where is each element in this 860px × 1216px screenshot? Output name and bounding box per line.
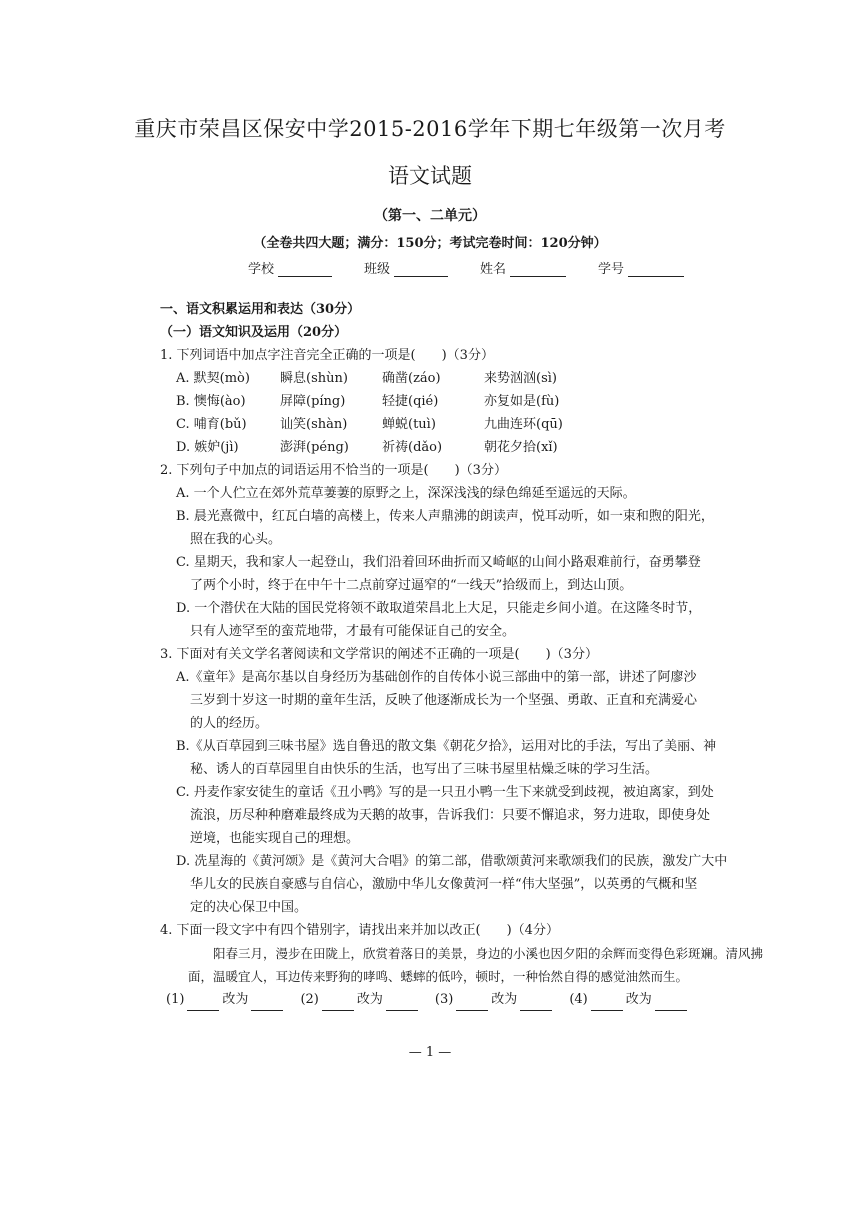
section-heading: 一、语文积累运用和表达（30分） xyxy=(160,302,361,317)
name-label: 姓名 xyxy=(480,262,507,277)
question-1-stem: 1. 下列词语中加点字注音完全正确的一项是( )（3分） xyxy=(160,348,494,363)
question-2-option-a[interactable] xyxy=(160,482,780,505)
answer-blank-wrong[interactable] xyxy=(456,998,488,1011)
option-cell: 轻捷(qié) xyxy=(382,394,439,409)
subsection-heading: （一）语文知识及运用（20分） xyxy=(160,325,348,340)
option-text: C. 星期天，我和家人一起登山，我们沿着回环曲折而又崎岖的山间小路艰难前行，奋勇攀登 xyxy=(176,555,701,570)
name-field[interactable] xyxy=(480,258,566,277)
answer-blank-wrong[interactable] xyxy=(591,998,623,1011)
answer-blank-right[interactable] xyxy=(251,998,283,1011)
answer-change-label: 改为 xyxy=(222,992,249,1007)
question-4-passage: 阳春三月，漫步在田陇上，欣赏着落日的美景，身边的小溪也因夕阳的余辉而变得色彩斑斓。清风拂面，温暖宜人，耳边传来野狗的哮鸣、蟋蟀的低吟，顿时，一种怡然自得的感觉油然而生。 xyxy=(188,946,764,984)
option-text: 华儿女的民族自豪感与自信心，激励中华儿女像黄河一样“伟大坚强”，以英勇的气概和坚 xyxy=(190,877,698,892)
question-4-answers xyxy=(160,988,780,1011)
student-id-blank[interactable] xyxy=(628,264,684,277)
option-text: 逆境，也能实现自己的理想。 xyxy=(190,831,360,846)
answer-change-label: 改为 xyxy=(625,992,652,1007)
school-blank[interactable] xyxy=(278,264,332,277)
option-cell: 朝花夕拾(xǐ) xyxy=(484,440,558,455)
answer-number: (3) xyxy=(434,992,454,1007)
exam-info: （全卷共四大题；满分：150分；考试完卷时间：120分钟） xyxy=(253,236,607,251)
question-4-stem: 4. 下面一段文字中有四个错别字，请找出来并加以改正( )（4分） xyxy=(160,923,559,938)
option-text: 了两个小时，终于在中午十二点前穿过逼窄的“一线天”拾级而上，到达山顶。 xyxy=(190,578,633,593)
answer-item-4 xyxy=(569,988,689,1011)
answer-item-1 xyxy=(166,988,286,1011)
answer-number: (4) xyxy=(569,992,588,1007)
question-2 xyxy=(160,459,780,643)
exam-content xyxy=(160,298,780,1011)
answer-blank-wrong[interactable] xyxy=(187,998,219,1011)
school-label: 学校 xyxy=(248,262,275,277)
option-text: 照在我的心头。 xyxy=(190,532,282,547)
question-3-option-c[interactable] xyxy=(160,781,780,850)
option-cell: 亦复如是(fù) xyxy=(484,394,560,409)
option-cell: 瞬息(shùn) xyxy=(280,371,348,386)
student-info-fields xyxy=(248,258,688,277)
student-id-label: 学号 xyxy=(598,262,625,277)
option-text: 秘、诱人的百草园里自由快乐的生活，也写出了三味书屋里枯燥乏味的学习生活。 xyxy=(190,762,659,777)
option-text: B.《从百草园到三味书屋》选自鲁迅的散文集《朝花夕拾》，运用对比的手法，写出了美丽、神 xyxy=(176,739,717,754)
question-3-stem: 3. 下面对有关文学名著阅读和文学常识的阐述不正确的一项是( )（3分） xyxy=(160,647,598,662)
option-cell: 来势汹汹(sì) xyxy=(484,371,557,386)
option-cell: 确凿(záo) xyxy=(382,371,441,386)
answer-number: (1) xyxy=(166,992,185,1007)
option-text: 的人的经历。 xyxy=(190,716,269,731)
option-cell: 讪笑(shàn) xyxy=(280,417,348,432)
question-1 xyxy=(160,344,780,459)
option-cell: A. 默契(mò) xyxy=(176,371,250,386)
unit-scope: （第一、二单元） xyxy=(374,208,486,224)
option-cell: B. 懊悔(ào) xyxy=(176,394,246,409)
answer-change-label: 改为 xyxy=(356,992,383,1007)
question-2-option-b[interactable] xyxy=(160,505,780,551)
option-cell: C. 哺育(bǔ) xyxy=(176,417,247,432)
exam-subtitle: 语文试题 xyxy=(388,164,472,188)
option-cell: 九曲连环(qū) xyxy=(484,417,563,432)
question-3-option-d[interactable] xyxy=(160,850,780,919)
answer-change-label: 改为 xyxy=(491,992,518,1007)
class-field[interactable] xyxy=(364,258,448,277)
option-row-d[interactable] xyxy=(176,436,780,459)
question-4 xyxy=(160,919,780,1011)
answer-blank-right[interactable] xyxy=(520,998,552,1011)
answer-item-3 xyxy=(435,988,555,1011)
option-cell: 祈祷(dǎo) xyxy=(382,440,443,455)
question-2-option-c[interactable] xyxy=(160,551,780,597)
student-id-field[interactable] xyxy=(598,258,684,277)
option-row-a[interactable] xyxy=(176,367,780,390)
answer-blank-right[interactable] xyxy=(386,998,418,1011)
option-text: A. 一个人伫立在郊外荒草萋萋的原野之上，深深浅浅的绿色绵延至遥远的天际。 xyxy=(176,486,636,501)
exam-title: 重庆市荣昌区保安中学2015-2016学年下期七年级第一次月考 xyxy=(134,117,726,141)
answer-blank-wrong[interactable] xyxy=(322,998,354,1011)
question-1-options xyxy=(160,367,780,459)
question-3-option-b[interactable] xyxy=(160,735,780,781)
option-text: 定的决心保卫中国。 xyxy=(190,900,308,915)
question-2-stem: 2. 下列句子中加点的词语运用不恰当的一项是( )（3分） xyxy=(160,463,507,478)
option-text: A.《童年》是高尔基以自身经历为基础创作的自传体小说三部曲中的第一部，讲述了阿廖沙 xyxy=(176,670,697,685)
question-3-option-a[interactable] xyxy=(160,666,780,735)
option-text: 三岁到十岁这一时期的童年生活，反映了他逐渐成长为一个坚强、勇敢、正直和充满爱心 xyxy=(190,693,698,708)
option-row-c[interactable] xyxy=(176,413,780,436)
option-text: 只有人迹罕至的蛮荒地带，才最有可能保证自己的安全。 xyxy=(190,624,516,639)
option-cell: 澎湃(péng) xyxy=(280,440,349,455)
option-text: C. 丹麦作家安徒生的童话《丑小鸭》写的是一只丑小鸭一生下来就受到歧视，被迫离家，到处 xyxy=(176,785,714,800)
question-3 xyxy=(160,643,780,919)
option-text: B. 晨光熹微中，红瓦白墙的高楼上，传来人声鼎沸的朗读声，悦耳动听，如一束和煦的阳光， xyxy=(176,509,714,524)
option-cell: 蝉蜕(tuì) xyxy=(382,417,436,432)
page-number: — 1 — xyxy=(408,1045,452,1060)
option-text: D. 冼星海的《黄河颂》是《黄河大合唱》的第二部，借歌颂黄河来歌颂我们的民族，激发广大中 xyxy=(176,854,728,869)
answer-blank-right[interactable] xyxy=(655,998,687,1011)
question-2-option-d[interactable] xyxy=(160,597,780,643)
class-blank[interactable] xyxy=(394,264,448,277)
class-label: 班级 xyxy=(364,262,391,277)
name-blank[interactable] xyxy=(510,264,566,277)
answer-number: (2) xyxy=(300,992,319,1007)
option-cell: 屏障(píng) xyxy=(280,394,346,409)
answer-item-2 xyxy=(300,988,420,1011)
option-row-b[interactable] xyxy=(176,390,780,413)
option-text: D. 一个潜伏在大陆的国民党将领不敢取道荣昌北上大足，只能走乡间小道。在这隆冬时节， xyxy=(176,601,702,616)
school-field[interactable] xyxy=(248,258,332,277)
option-cell: D. 嫉妒(jì) xyxy=(176,440,239,455)
option-text: 流浪，历尽种种磨难最终成为天鹅的故事，告诉我们：只要不懈追求，努力进取，即使身处 xyxy=(190,808,711,823)
